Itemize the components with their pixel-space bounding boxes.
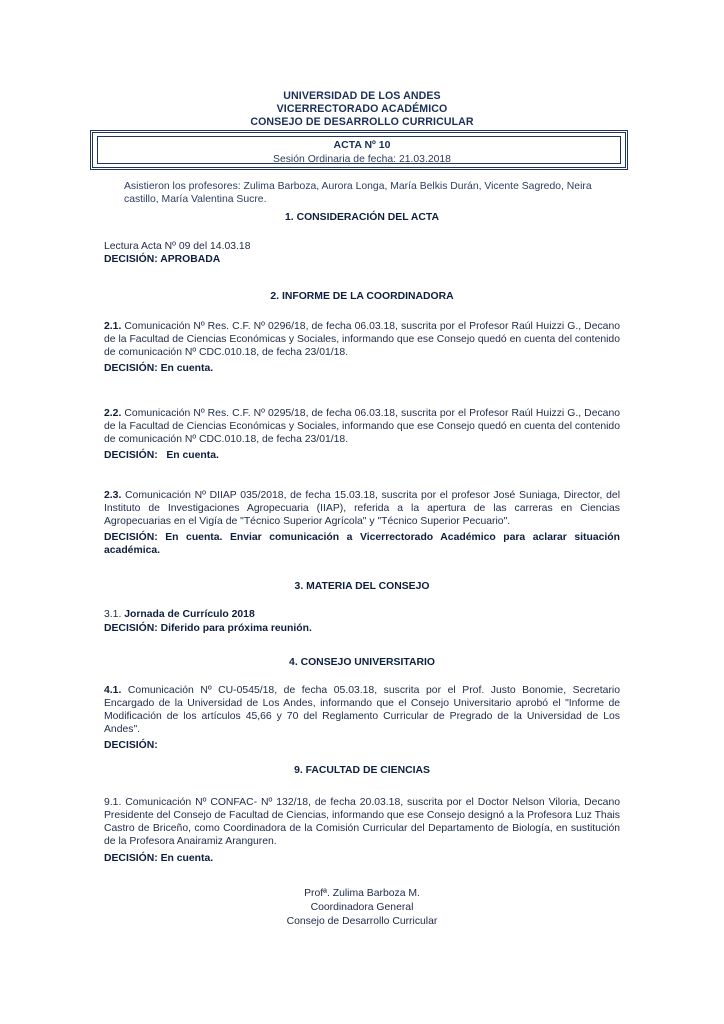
section-heading-1: 1. CONSIDERACIÓN DEL ACTA	[285, 212, 439, 223]
item-3-1-decision: DECISIÓN: Diferido para próxima reunión.	[104, 623, 312, 634]
header-university: UNIVERSIDAD DE LOS ANDES	[283, 90, 441, 102]
item-3-1-title: Jornada de Currículo 2018	[124, 609, 255, 620]
item-2-2-number: 2.2.	[104, 408, 122, 419]
acta-session: Sesión Ordinaria de fecha: 21.03.2018	[273, 154, 451, 165]
signature-name: Profª. Zulima Barboza M.	[304, 888, 420, 899]
item-4-1-text: Comunicación Nº CU-0545/18, de fecha 05.03.18, suscrita por el Prof. Justo Bonomie, Secretario Encargado de la Universidad de Los Andes, informando que el Consejo Universitario aprobó el "Informe de Modificación de los artículos 45,66 y 70 del Reglamento Curricular de Pregrado de la Universidad de Los Andes".	[104, 685, 620, 735]
section-heading-2: 2. INFORME DE LA COORDINADORA	[270, 291, 454, 302]
item-2-1-decision: DECISIÓN: En cuenta.	[104, 363, 214, 374]
attendees-text: Asistieron los profesores: Zulima Barboza, Aurora Longa, María Belkis Durán, Vicente Sagredo, Neira castillo, María Valentina Sucre.	[124, 181, 592, 205]
item-2-3-text: Comunicación Nº DIIAP 035/2018, de fecha 15.03.18, suscrita por el profesor José Suniaga, Director, del Instituto de Investigaciones Agropecuaria (IIAP), referida a la apertura de las carreras en Ciencias Agropecuarias en el Vigía de "Técnico Superior Agrícola" y "Técnico Superior Pecuario".	[104, 490, 620, 527]
header-consejo: CONSEJO DE DESARROLLO CURRICULAR	[250, 116, 474, 128]
item-2-1-text: Comunicación Nº Res. C.F. Nº 0296/18, de fecha 06.03.18, suscrita por el Profesor Raúl Huizzi G., Decano de la Facultad de Ciencias Económicas y Sociales, informando que ese Consejo quedó en cuenta del contenido de comunicación Nº CDC.010.18, de fecha 23/01/18.	[104, 321, 620, 358]
acta-title: ACTA Nº 10	[333, 139, 391, 151]
item-2-1-number: 2.1.	[104, 321, 122, 332]
item-2-3	[104, 489, 620, 528]
item-9-1-decision: DECISIÓN: En cuenta.	[104, 853, 214, 864]
item-4-1-decision: DECISIÓN:	[104, 740, 158, 751]
item-2-2-text: Comunicación Nº Res. C.F. Nº 0295/18, de fecha 06.03.18, suscrita por el Profesor Raúl Huizzi G., Decano de la Facultad de Ciencias Económicas y Sociales, informando que ese Consejo quedó en cuenta del contenido de comunicación Nº CDC.010.18, de fecha 23/01/18.	[104, 408, 620, 445]
signature-role: Coordinadora General	[310, 902, 414, 913]
item-2-3-number: 2.3.	[104, 490, 122, 501]
item-4-1-number: 4.1.	[104, 685, 122, 696]
header-vicerrectorado: VICERRECTORADO ACADÉMICO	[276, 103, 448, 115]
section-heading-9: 9. FACULTAD DE CIENCIAS	[294, 765, 430, 776]
item-2-2-decision: DECISIÓN: En cuenta.	[104, 450, 219, 461]
item-2-1	[104, 320, 620, 359]
section-heading-3: 3. MATERIA DEL CONSEJO	[294, 581, 430, 592]
item-2-2	[104, 407, 620, 446]
item-2-3-decision: DECISIÓN: En cuenta. Enviar comunicación a Vicerrectorado Académico para aclarar situación académica.	[104, 532, 620, 556]
item-4-1	[104, 684, 620, 736]
section-1-decision: DECISIÓN: APROBADA	[104, 254, 221, 265]
section-heading-4: 4. CONSEJO UNIVERSITARIO	[289, 657, 435, 668]
item-3-1	[104, 608, 255, 621]
signature-body: Consejo de Desarrollo Curricular	[286, 916, 438, 927]
section-1-text: Lectura Acta Nº 09 del 14.03.18	[104, 241, 251, 252]
item-3-1-number: 3.1.	[104, 609, 125, 620]
item-9-1-text: 9.1. Comunicación Nº CONFAC- Nº 132/18, de fecha 20.03.18, suscrita por el Doctor Nelson Viloria, Decano Presidente del Consejo de Facultad de Ciencias, informando que ese Consejo designó a la Profesora Luz Thais Castro de Briceño, como Coordinadora de la Comisión Curricular del Departamento de Biología, en sustitución de la Profesora Anairamiz Aranguren.	[104, 797, 620, 847]
